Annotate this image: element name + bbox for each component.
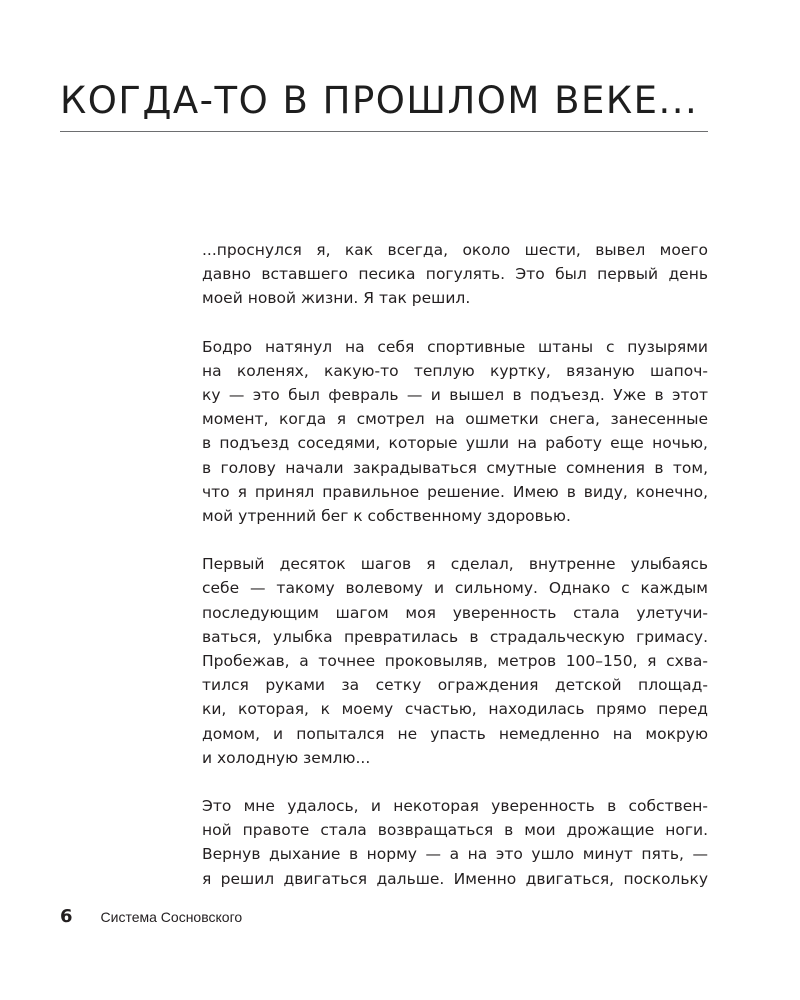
paragraph — [202, 238, 708, 311]
text-line: и холодную землю... — [202, 748, 371, 767]
text-line: последующим шагом моя уверенность стала улетучи- — [202, 603, 708, 622]
text-line: Вернув дыхание в норму — а на это ушло минут пять, — — [202, 845, 708, 864]
text-line: Первый десяток шагов я сделал, внутренне улыбаясь — [202, 555, 708, 574]
text-line: тился руками за сетку ограждения детской площад- — [202, 676, 708, 695]
body-text — [202, 238, 708, 915]
text-line: моей новой жизни. Я так решил. — [202, 289, 471, 308]
text-line: мой утренний бег к собственному здоровью. — [202, 507, 571, 526]
text-line: Это мне удалось, и некоторая уверенность в собствен- — [202, 797, 708, 816]
page-footer — [60, 906, 242, 936]
text-line: домом, и попытался не упасть немедленно на мокрую — [202, 724, 708, 743]
text-line: в подъезд соседями, которые ушли на работу еще ночью, — [202, 434, 708, 453]
text-line: в голову начали закрадываться смутные сомнения в том, — [202, 458, 708, 477]
text-line: ваться, улыбка превратилась в страдальческую гримасу. — [202, 627, 708, 646]
text-line: ки, которая, к моему счастью, находилась прямо перед — [202, 700, 708, 719]
running-title: Система Сосновского — [100, 909, 243, 925]
title-divider — [60, 131, 708, 132]
text-line: давно вставшего песика погулять. Это был первый день — [202, 265, 708, 284]
text-line: Пробежав, а точнее проковыляв, метров 100–150, я схва- — [202, 652, 708, 671]
text-line: ной правоте стала возвращаться в мои дрожащие ноги. — [202, 821, 708, 840]
chapter-title: КОГДА-ТО В ПРОШЛОМ ВЕКЕ... — [60, 79, 699, 122]
text-line: я решил двигаться дальше. Именно двигаться, поскольку — [202, 869, 708, 888]
paragraph — [202, 335, 708, 529]
text-line: ку — это был февраль — и вышел в подъезд. Уже в этот — [202, 386, 708, 405]
page-number: 6 — [60, 906, 73, 927]
text-line: себе — такому волевому и сильному. Однако с каждым — [202, 579, 708, 598]
paragraph — [202, 552, 708, 770]
text-line: момент, когда я смотрел на ошметки снега, занесенные — [202, 410, 708, 429]
text-line: Бодро натянул на себя спортивные штаны с пузырями — [202, 337, 708, 356]
paragraph — [202, 794, 708, 891]
text-line: что я принял правильное решение. Имею в виду, конечно, — [202, 482, 708, 501]
text-line: ...проснулся я, как всегда, около шести, вывел моего — [202, 241, 708, 259]
text-line: на коленях, какую-то теплую куртку, вязаную шапоч- — [202, 361, 708, 380]
